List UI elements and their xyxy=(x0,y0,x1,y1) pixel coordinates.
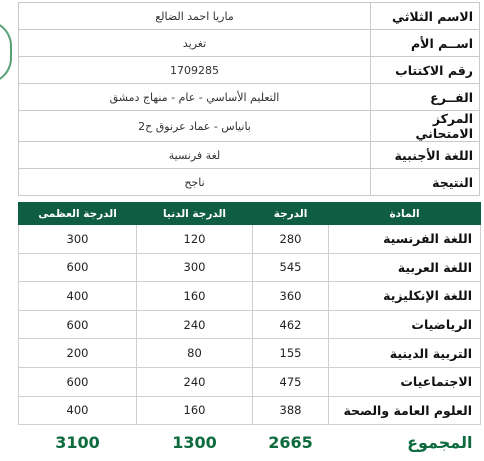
grades-table xyxy=(18,202,481,459)
student-name-value: ماريا احمد الضالع xyxy=(19,3,371,30)
max-score: 300 xyxy=(19,225,137,254)
info-row-exam-number xyxy=(19,57,480,84)
header-subject: المادة xyxy=(329,203,481,225)
score: 475 xyxy=(253,367,329,396)
header-score: الدرجة xyxy=(253,203,329,225)
subject-name: العلوم العامة والصحة xyxy=(329,396,481,425)
info-row-name xyxy=(19,3,480,30)
score: 545 xyxy=(253,253,329,282)
exam-number-value: 1709285 xyxy=(19,57,371,84)
total-min-score: 1300 xyxy=(137,425,253,460)
min-score: 160 xyxy=(137,396,253,425)
info-row-branch xyxy=(19,84,480,111)
max-score: 400 xyxy=(19,282,137,311)
max-score: 400 xyxy=(19,396,137,425)
grade-row xyxy=(19,310,481,339)
grade-row xyxy=(19,396,481,425)
mother-name-label: اســم الأم xyxy=(371,30,480,57)
branch-label: الفــرع xyxy=(371,84,480,111)
branch-value: التعليم الأساسي - عام - منهاج دمشق xyxy=(19,84,371,111)
exam-number-label: رقم الاكتتاب xyxy=(371,57,480,84)
subject-name: اللغة الفرنسية xyxy=(329,225,481,254)
grade-row xyxy=(19,225,481,254)
info-row-foreign-language xyxy=(19,142,480,169)
total-score: 2665 xyxy=(253,425,329,460)
grade-row xyxy=(19,282,481,311)
grade-row xyxy=(19,253,481,282)
total-max-score: 3100 xyxy=(19,425,137,460)
subject-name: الرياضيات xyxy=(329,310,481,339)
decorative-arc xyxy=(0,20,12,84)
subject-name: التربية الدينية xyxy=(329,339,481,368)
min-score: 240 xyxy=(137,367,253,396)
score: 155 xyxy=(253,339,329,368)
info-row-exam-center xyxy=(19,111,480,142)
max-score: 600 xyxy=(19,310,137,339)
result-value: ناجح xyxy=(19,169,371,196)
subject-name: اللغة الإنكليزية xyxy=(329,282,481,311)
grade-row xyxy=(19,339,481,368)
min-score: 240 xyxy=(137,310,253,339)
min-score: 120 xyxy=(137,225,253,254)
min-score: 160 xyxy=(137,282,253,311)
score: 388 xyxy=(253,396,329,425)
info-row-mother xyxy=(19,30,480,57)
max-score: 600 xyxy=(19,253,137,282)
total-row xyxy=(19,425,481,460)
subject-name: اللغة العربية xyxy=(329,253,481,282)
student-info-table xyxy=(18,2,480,196)
info-row-result xyxy=(19,169,480,196)
foreign-language-value: لغة فرنسية xyxy=(19,142,371,169)
grade-row xyxy=(19,367,481,396)
result-label: النتيجة xyxy=(371,169,480,196)
score: 462 xyxy=(253,310,329,339)
min-score: 300 xyxy=(137,253,253,282)
exam-center-label: المركز الامتحاني xyxy=(371,111,480,142)
subject-name: الاجتماعيات xyxy=(329,367,481,396)
mother-name-value: تغريد xyxy=(19,30,371,57)
score: 280 xyxy=(253,225,329,254)
header-max-score: الدرجة العظمى xyxy=(19,203,137,225)
exam-center-value: بانياس - عماد عرنوق ح2 xyxy=(19,111,371,142)
min-score: 80 xyxy=(137,339,253,368)
max-score: 200 xyxy=(19,339,137,368)
max-score: 600 xyxy=(19,367,137,396)
student-name-label: الاسم الثلاثي xyxy=(371,3,480,30)
result-sheet xyxy=(18,2,480,459)
foreign-language-label: اللغة الأجنبية xyxy=(371,142,480,169)
grades-header-row xyxy=(19,203,481,225)
header-min-score: الدرجة الدنيا xyxy=(137,203,253,225)
score: 360 xyxy=(253,282,329,311)
total-label: المجموع xyxy=(329,425,481,460)
